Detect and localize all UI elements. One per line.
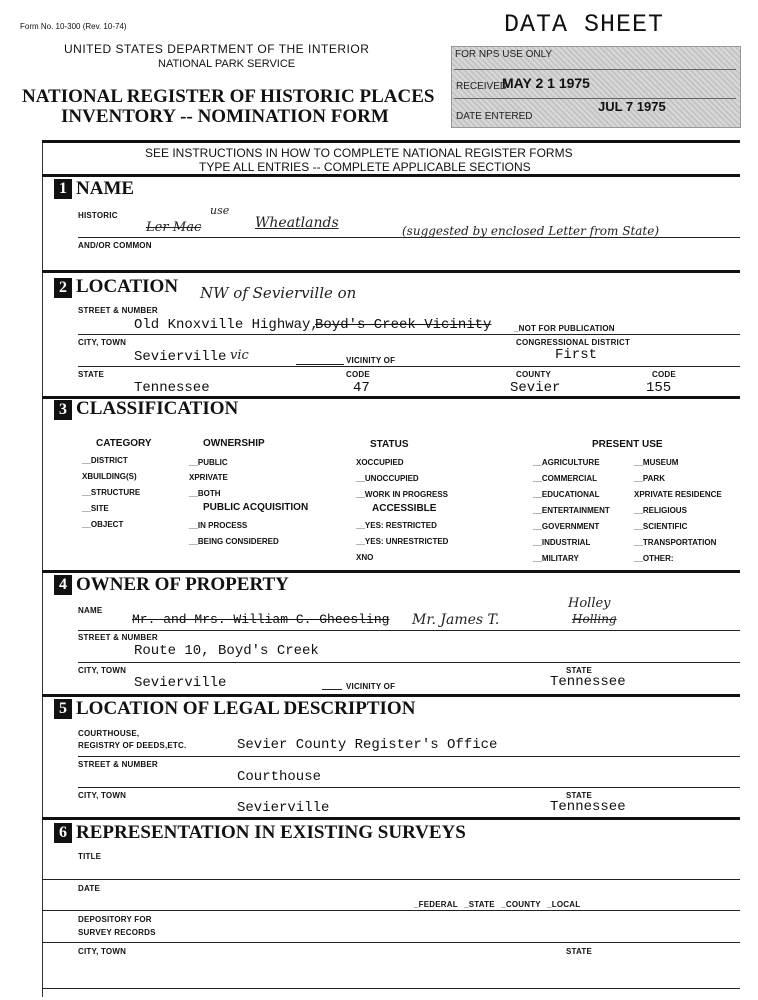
department-name: UNITED STATES DEPARTMENT OF THE INTERIOR	[64, 42, 370, 56]
accessible-heading: ACCESSIBLE	[372, 503, 437, 514]
state-label: STATE	[78, 370, 105, 379]
present-use-option: __OTHER:	[634, 554, 674, 563]
historic-name-handwritten: Wheatlands	[255, 215, 339, 231]
status-option: XOCCUPIED	[356, 458, 404, 467]
owner-surname-struck: Holling	[572, 612, 617, 626]
accessible-option: XNO	[356, 553, 374, 562]
form-title-line2: INVENTORY -- NOMINATION FORM	[61, 106, 389, 127]
present-use-option: __GOVERNMENT	[533, 522, 600, 531]
instructions-line2: TYPE ALL ENTRIES -- COMPLETE APPLICABLE SECTIONS	[199, 160, 531, 174]
historic-label: HISTORIC	[78, 211, 118, 220]
county-value: Sevier	[510, 380, 561, 396]
instructions-line1: SEE INSTRUCTIONS IN HOW TO COMPLETE NATIONAL REGISTER FORMS	[145, 146, 573, 160]
owner-street-label: STREET & NUMBER	[78, 633, 158, 642]
blank-line	[296, 364, 344, 365]
ownership-option: XPRIVATE	[189, 473, 228, 482]
owner-name-struck: Mr. and Mrs. William C. Gheesling	[132, 612, 390, 627]
congressional-value: First	[555, 347, 598, 363]
divider	[42, 140, 740, 143]
section-number: 5	[54, 699, 72, 719]
present-use-option: __TRANSPORTATION	[634, 538, 717, 547]
nps-use-label: FOR NPS USE ONLY	[455, 49, 553, 60]
acquisition-heading: PUBLIC ACQUISITION	[203, 502, 309, 513]
present-use-option: __INDUSTRIAL	[533, 538, 591, 547]
section-title-legal: LOCATION OF LEGAL DESCRIPTION	[76, 698, 416, 719]
form-number: Form No. 10-300 (Rev. 10-74)	[20, 22, 127, 31]
divider	[42, 817, 740, 820]
section-title-surveys: REPRESENTATION IN EXISTING SURVEYS	[76, 822, 466, 843]
section-title-location: LOCATION	[76, 276, 179, 297]
present-use-option: __ENTERTAINMENT	[533, 506, 610, 515]
street-struck: Boyd's Creek Vicinity	[315, 317, 492, 333]
present-use-heading: PRESENT USE	[592, 439, 663, 450]
city-handwritten: vic	[230, 348, 249, 363]
category-heading: CATEGORY	[96, 438, 152, 449]
street-value: Old Knoxville Highway,	[134, 317, 319, 333]
code-value: 47	[353, 380, 370, 396]
survey-levels: _FEDERAL _STATE _COUNTY _LOCAL	[414, 900, 581, 909]
section-number: 1	[54, 179, 72, 199]
survey-city-label: CITY, TOWN	[78, 947, 127, 956]
present-use-option: __COMMERCIAL	[533, 474, 598, 483]
ownership-option: __PUBLIC	[189, 458, 228, 467]
suggested-note: (suggested by enclosed Letter from State)	[402, 224, 660, 238]
divider	[42, 570, 740, 573]
accessible-option: __YES: UNRESTRICTED	[356, 537, 449, 546]
use-note: use	[210, 204, 230, 217]
section-title-classification: CLASSIFICATION	[76, 398, 239, 419]
present-use-option: __EDUCATIONAL	[533, 490, 600, 499]
category-option: __STRUCTURE	[82, 488, 141, 497]
field-line	[78, 787, 740, 788]
not-for-publication: _NOT FOR PUBLICATION	[514, 324, 615, 333]
city-label: CITY, TOWN	[78, 338, 127, 347]
field-line	[78, 237, 740, 238]
acquisition-option: __BEING CONSIDERED	[189, 537, 279, 546]
status-option: __WORK IN PROGRESS	[356, 490, 449, 499]
owner-city-label: CITY, TOWN	[78, 666, 127, 675]
acquisition-option: __IN PROCESS	[189, 521, 248, 530]
survey-state-label: STATE	[566, 947, 593, 956]
field-line	[78, 756, 740, 757]
present-use-option: __MILITARY	[533, 554, 579, 563]
survey-title-label: TITLE	[78, 852, 102, 861]
field-line	[78, 630, 740, 631]
present-use-option: __SCIENTIFIC	[634, 522, 688, 531]
category-option: XBUILDING(S)	[82, 472, 137, 481]
common-label: AND/OR COMMON	[78, 241, 152, 250]
location-handwritten-note: NW of Sevierville on	[200, 284, 357, 302]
legal-city-label: CITY, TOWN	[78, 791, 127, 800]
survey-date-label: DATE	[78, 884, 100, 893]
field-line	[42, 879, 740, 880]
courthouse-value: Sevier County Register's Office	[237, 737, 498, 753]
status-heading: STATUS	[370, 439, 409, 450]
section-title-name: NAME	[76, 178, 135, 199]
blank-line	[322, 689, 342, 690]
depository-label: DEPOSITORY FOR	[78, 915, 152, 924]
service-name: NATIONAL PARK SERVICE	[158, 58, 296, 70]
field-line	[78, 334, 740, 335]
date-entered-label: DATE ENTERED	[456, 111, 533, 122]
present-use-option: __MUSEUM	[634, 458, 679, 467]
owner-name-label: NAME	[78, 606, 103, 615]
street-label: STREET & NUMBER	[78, 306, 158, 315]
received-label: RECEIVED	[456, 81, 508, 92]
code2-value: 155	[646, 380, 672, 396]
city-value: Sevierville	[134, 349, 227, 365]
section-number: 4	[54, 575, 72, 595]
section-title-owner: OWNER OF PROPERTY	[76, 574, 289, 595]
county-label: COUNTY	[516, 370, 551, 379]
accessible-option: __YES: RESTRICTED	[356, 521, 437, 530]
ownership-heading: OWNERSHIP	[203, 438, 265, 449]
survey-records-label: SURVEY RECORDS	[78, 928, 156, 937]
code2-label: CODE	[652, 370, 676, 379]
field-line	[78, 366, 740, 367]
owner-surname-handwritten: Holley	[568, 596, 611, 611]
divider	[42, 694, 740, 697]
section-number: 2	[54, 278, 72, 298]
divider	[42, 270, 740, 273]
category-option: __DISTRICT	[82, 456, 128, 465]
legal-state-value: Tennessee	[550, 799, 626, 815]
owner-city-value: Sevierville	[134, 675, 227, 691]
legal-street-value: Courthouse	[237, 769, 322, 785]
ownership-option: __BOTH	[189, 489, 221, 498]
field-line	[42, 942, 740, 943]
nps-use-box	[451, 46, 741, 128]
section-number: 3	[54, 400, 72, 420]
present-use-option: XPRIVATE RESIDENCE	[634, 490, 722, 499]
field-line	[42, 988, 740, 989]
owner-street-value: Route 10, Boyd's Creek	[134, 643, 319, 659]
legal-state-label: STATE	[566, 791, 593, 800]
owner-state-label: STATE	[566, 666, 593, 675]
section-number: 6	[54, 823, 72, 843]
owner-name-handwritten: Mr. James T.	[412, 612, 500, 628]
status-option: __UNOCCUPIED	[356, 474, 419, 483]
vicinity-label: VICINITY OF	[346, 356, 396, 365]
form-left-border	[42, 140, 741, 997]
state-value: Tennessee	[134, 380, 210, 396]
date-entered-stamp: JUL 7 1975	[598, 99, 666, 114]
courthouse-label: COURTHOUSE,	[78, 729, 140, 738]
form-title-line1: NATIONAL REGISTER OF HISTORIC PLACES	[22, 86, 435, 107]
divider	[42, 174, 740, 177]
code-label: CODE	[346, 370, 370, 379]
congressional-label: CONGRESSIONAL DISTRICT	[516, 338, 631, 347]
historic-name-struck: Ler-Mac	[146, 220, 202, 235]
owner-state-value: Tennessee	[550, 674, 626, 690]
received-date-stamp: MAY 2 1 1975	[502, 75, 590, 91]
present-use-option: __RELIGIOUS	[634, 506, 687, 515]
legal-city-value: Sevierville	[237, 800, 330, 816]
field-line	[78, 662, 740, 663]
present-use-option: __AGRICULTURE	[533, 458, 600, 467]
data-sheet-stamp: DATA SHEET	[504, 10, 665, 39]
owner-vicinity-label: VICINITY OF	[346, 682, 396, 691]
category-option: __SITE	[82, 504, 109, 513]
field-line	[42, 910, 740, 911]
registry-label: REGISTRY OF DEEDS,ETC.	[78, 741, 187, 750]
category-option: __OBJECT	[82, 520, 124, 529]
legal-street-label: STREET & NUMBER	[78, 760, 158, 769]
present-use-option: __PARK	[634, 474, 665, 483]
